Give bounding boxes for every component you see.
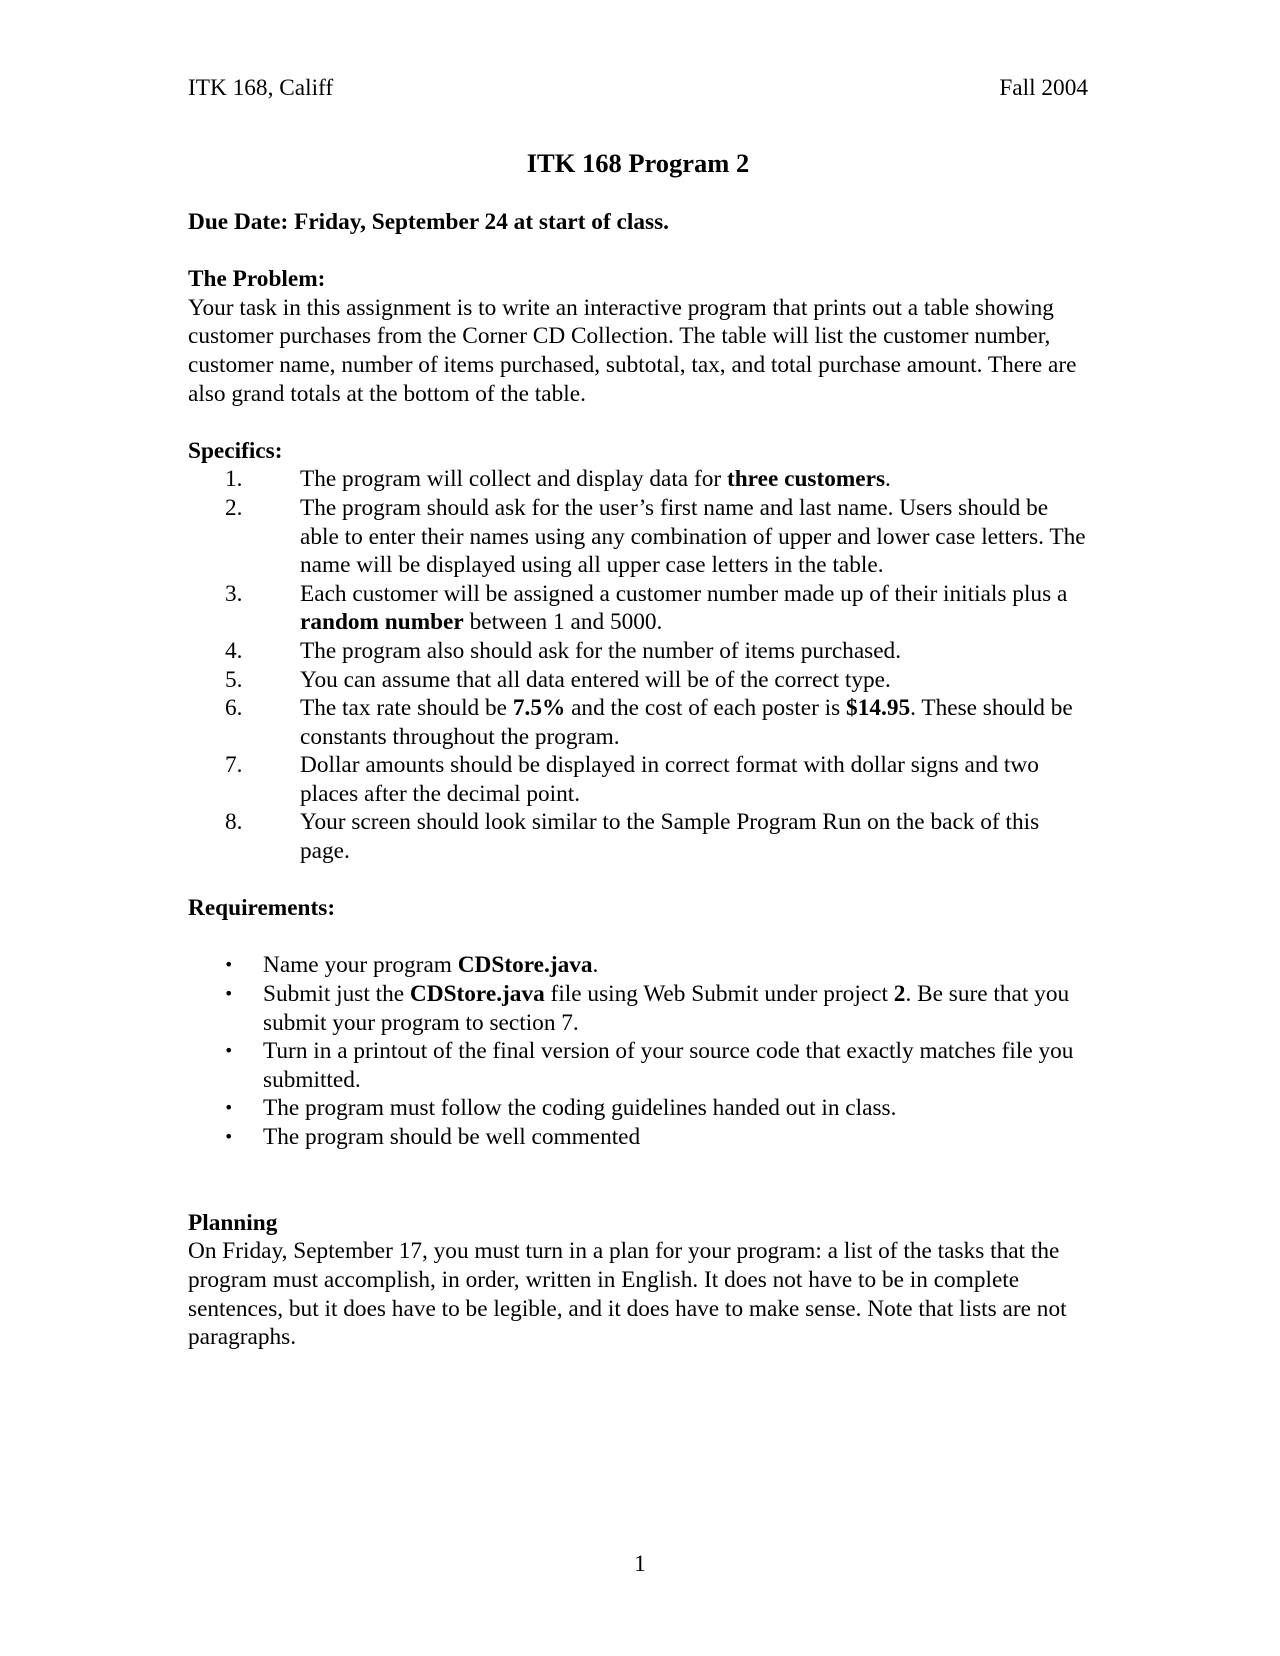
item-text: Your screen should look similar to the Sample Program Run on the back of this page.: [300, 809, 1040, 865]
list-item: [188, 666, 1088, 695]
item-number: 3.: [225, 580, 243, 607]
bullet-icon: •: [224, 984, 234, 1004]
item-text: Turn in a printout of the final version of your source code that exactly matches file you submitted.: [263, 1038, 1074, 1093]
list-item: [188, 808, 1088, 865]
item-text: Dollar amounts should be displayed in correct format with dollar signs and two places after the decimal point.: [300, 752, 1039, 807]
list-item: [188, 637, 1088, 666]
item-text: The program will collect and display data for three customers.: [300, 466, 891, 493]
specifics-list: [188, 465, 1088, 865]
item-text: Name your program CDStore.java.: [263, 952, 599, 979]
item-text: The program also should ask for the number of items purchased.: [300, 637, 902, 664]
bullet-icon: •: [224, 955, 234, 975]
list-item: [188, 465, 1088, 494]
problem-heading: The Problem:: [188, 266, 326, 293]
item-number: 2.: [225, 494, 243, 521]
list-item: [188, 580, 1088, 637]
list-item: [188, 951, 1088, 980]
list-item: [188, 980, 1088, 1037]
list-item: [188, 494, 1088, 580]
requirements-list: [188, 951, 1088, 1151]
document-title: ITK 168 Program 2: [526, 148, 750, 178]
list-item: [188, 751, 1088, 808]
item-text: Each customer will be assigned a customer number made up of their initials plus a random number between 1 and 5000.: [300, 580, 1068, 636]
item-number: 1.: [225, 466, 243, 493]
problem-body: Your task in this assignment is to write an interactive program that prints out a table showing customer purchases from the Corner CD Collection. The table will list the customer number, customer name, number of items purchased, subtotal, tax, and total purchase amount. There are also grand totals at the bottom of the table.: [188, 294, 1077, 407]
due-date: Due Date: Friday, September 24 at start of class.: [188, 209, 669, 235]
list-item: [188, 1123, 1088, 1152]
item-text: The tax rate should be 7.5% and the cost of each poster is $14.95. These should be constants throughout the program.: [300, 695, 1073, 750]
list-item: [188, 694, 1088, 751]
document-page: [188, 74, 1088, 1352]
planning-body: On Friday, September 17, you must turn in a plan for your program: a list of the tasks that the program must accomplish, in order, written in English. It does not have to be in complete sentences, but it does have to be legible, and it does have to make sense. Note that lists are not paragraphs.: [188, 1238, 1067, 1351]
bullet-icon: •: [224, 1098, 234, 1118]
requirements-heading: Requirements:: [188, 895, 336, 922]
item-number: 6.: [225, 695, 243, 722]
page-number: 1: [634, 1551, 646, 1577]
item-text: You can assume that all data entered will be of the correct type.: [300, 666, 891, 693]
item-text: The program must follow the coding guidelines handed out in class.: [263, 1095, 897, 1122]
header-course: ITK 168, Califf: [188, 75, 334, 101]
specifics-heading: Specifics:: [188, 437, 283, 464]
page-header: [188, 74, 1088, 103]
header-term: Fall 2004: [999, 75, 1088, 101]
bullet-icon: •: [224, 1041, 234, 1061]
item-text: Submit just the CDStore.java file using Web Submit under project 2. Be sure that you submit your program to section 7.: [263, 981, 1070, 1036]
item-text: The program should be well commented: [263, 1124, 641, 1150]
list-item: [188, 1037, 1088, 1094]
item-number: 8.: [225, 809, 243, 836]
planning-heading: Planning: [188, 1209, 278, 1236]
bullet-icon: •: [224, 1127, 234, 1146]
item-number: 7.: [225, 752, 243, 779]
item-number: 4.: [225, 637, 243, 664]
item-number: 5.: [225, 666, 243, 693]
item-text: The program should ask for the user’s first name and last name. Users should be able to enter their names using any combination of upper and lower case letters. The name will be displayed using all upper case letters in the table.: [300, 494, 1086, 579]
list-item: [188, 1094, 1088, 1123]
